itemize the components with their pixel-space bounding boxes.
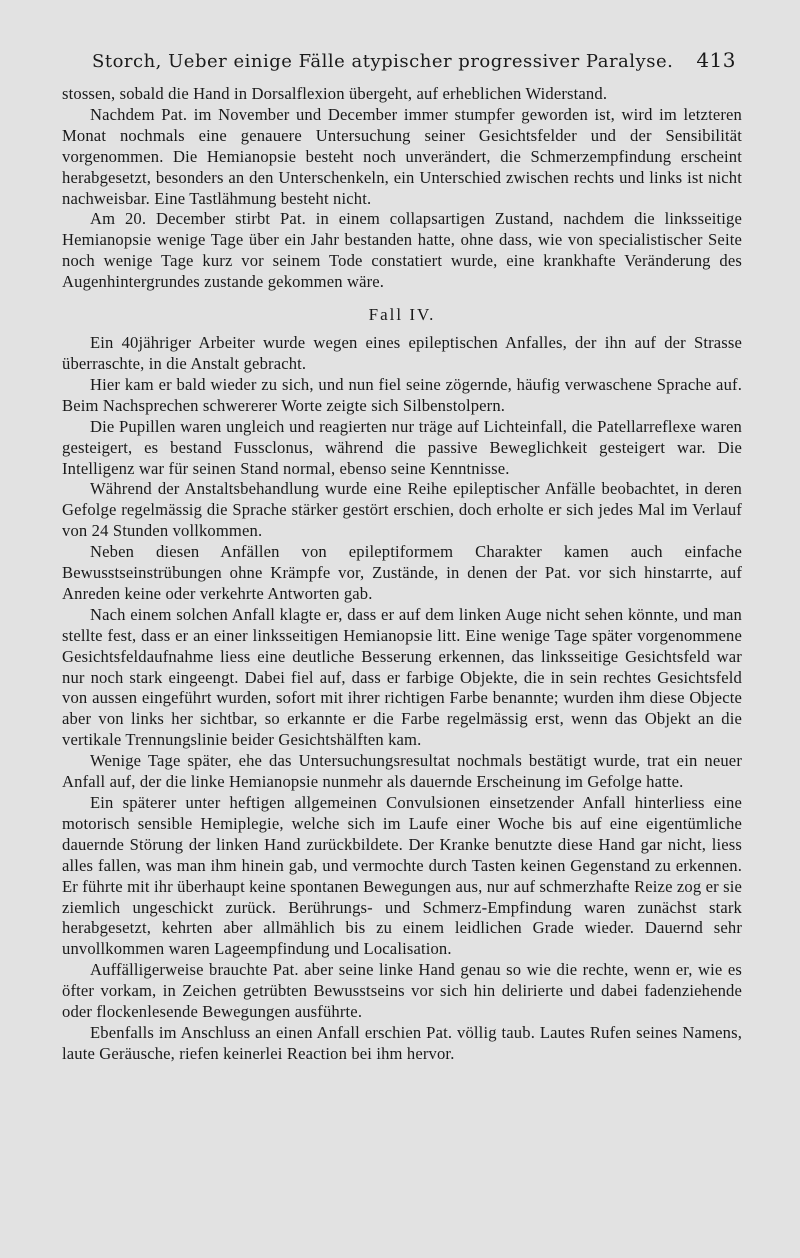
page-body [62, 84, 742, 1065]
paragraph: Nach einem solchen Anfall klagte er, dass er auf dem linken Auge nicht sehen könnte, und man stellte fest, dass er an einer linksseitigen Hemianopsie litt. Eine wenige Tage später vorgenommene Gesichtsfeldaufnahme liess eine deutliche Besserung erkennen, das linksseitige Gesichtsfeld war nur noch stark eingeengt. Dabei fiel auf, dass er farbige Objekte, die in sein rechtes Gesichtsfeld von aussen eingeführt wurden, sofort mit ihrer richtigen Farbe benannte; wurden ihm diese Objecte aber von links her sichtbar, so erkannte er die Farbe regelmässig erst, wenn das Objekt an die vertikale Trennungslinie beider Gesichtshälften kam. [62, 604, 742, 750]
paragraphs-top [62, 84, 742, 293]
paragraph: Während der Anstaltsbehandlung wurde eine Reihe epileptischer Anfälle beobachtet, in deren Gefolge regelmässig die Sprache stärker gestört erschien, doch erholte er sich jedes Mal im Verlauf von 24 Stunden vollkommen. [62, 479, 742, 541]
paragraph: Auffälligerweise brauchte Pat. aber seine linke Hand genau so wie die rechte, wenn er, wie es öfter vorkam, in Zeichen getrübten Bewusstseins vor sich hin delirierte und dabei fadenziehende oder flockenlesende Bewegungen ausführte. [62, 960, 742, 1022]
paragraph: Ebenfalls im Anschluss an einen Anfall erschien Pat. völlig taub. Lautes Rufen seines Namens, laute Geräusche, riefen keinerlei Reaction bei ihm hervor. [62, 1022, 742, 1063]
paragraph: Nachdem Pat. im November und December immer stumpfer geworden ist, wird im letzteren Monat nochmals eine genauere Untersuchung seiner Gesichtsfelder und der Sensibilität vorgenommen. Die Hemianopsie besteht noch unverändert, die Schmerzempfindung erscheint herabgesetzt, besonders an den Unterschenkeln, ein Unterschied zwischen rechts und links ist nicht nachweisbar. Eine Tastlähmung besteht nicht. [62, 104, 742, 208]
paragraph: Wenige Tage später, ehe das Untersuchungsresultat nochmals bestätigt wurde, trat ein neuer Anfall auf, der die linke Hemianopsie nunmehr als dauernde Erscheinung im Gefolge hatte. [62, 751, 742, 792]
paragraph: Ein 40jähriger Arbeiter wurde wegen eines epileptischen Anfalles, der ihn auf der Strasse überraschte, in die Anstalt gebracht. [62, 333, 742, 373]
paragraph: Ein späterer unter heftigen allgemeinen Convulsionen einsetzender Anfall hinterliess eine motorisch sensible Hemiplegie, welche sich im Laufe einer Woche bis auf eine eigentümliche dauernde Störung der linken Hand zurückbildete. Der Kranke benutzte diese Hand gar nicht, liess alles fallen, was man ihm hinein gab, und vermochte durch Tasten keinen Gegenstand zu erkennen. Er führte mit ihr überhaupt keine spontanen Bewegungen aus, nur auf schmerzhafte Reize zog er sie ziemlich ungeschickt zurück. Berührungs- und Schmerz-Empfindung waren zunächst stark herabgesetzt, kehrten aber allmählich bis zu einem leidlichen Grade wieder. Dauernd sehr unvollkommen waren Lageempfindung und Localisation. [62, 793, 742, 959]
paragraph: Hier kam er bald wieder zu sich, und nun fiel seine zögernde, häufig verwaschene Sprache auf. Beim Nachsprechen schwererer Worte zeigte sich Silbenstolpern. [62, 374, 742, 415]
paragraph: Am 20. December stirbt Pat. in einem collapsartigen Zustand, nachdem die linksseitige Hemianopsie wenige Tage über ein Jahr bestanden hatte, ohne dass, wie von specialistischer Seite noch wenige Tage kurz vor seinem Tode constatiert wurde, eine krankhafte Veränderung des Augenhintergrundes zustande gekommen wäre. [62, 209, 742, 292]
paragraphs-main [62, 333, 742, 1065]
section-heading: Fall IV. [368, 305, 436, 325]
page-number: 413 [696, 48, 736, 72]
paragraph: Neben diesen Anfällen von epileptiformem Charakter kamen auch einfache Bewusstseinstrübungen ohne Krämpfe vor, Zustände, in denen der Pat. vor sich hinstarrte, auf Anreden keine oder verkehrte Antworten gab. [62, 542, 742, 603]
paragraph: Die Pupillen waren ungleich und reagierten nur träge auf Lichteinfall, die Patellarreflexe waren gesteigert, es bestand Fussclonus, während die passive Beweglichkeit gesteigert war. Die Intelligenz war für seinen Stand normal, ebenso seine Kenntnisse. [62, 416, 742, 478]
running-header [92, 48, 742, 72]
paragraph: stossen, sobald die Hand in Dorsalflexion übergeht, auf erheblichen Widerstand. [62, 84, 608, 103]
running-title: Storch, Ueber einige Fälle atypischer progressiver Paralyse. [92, 51, 674, 72]
